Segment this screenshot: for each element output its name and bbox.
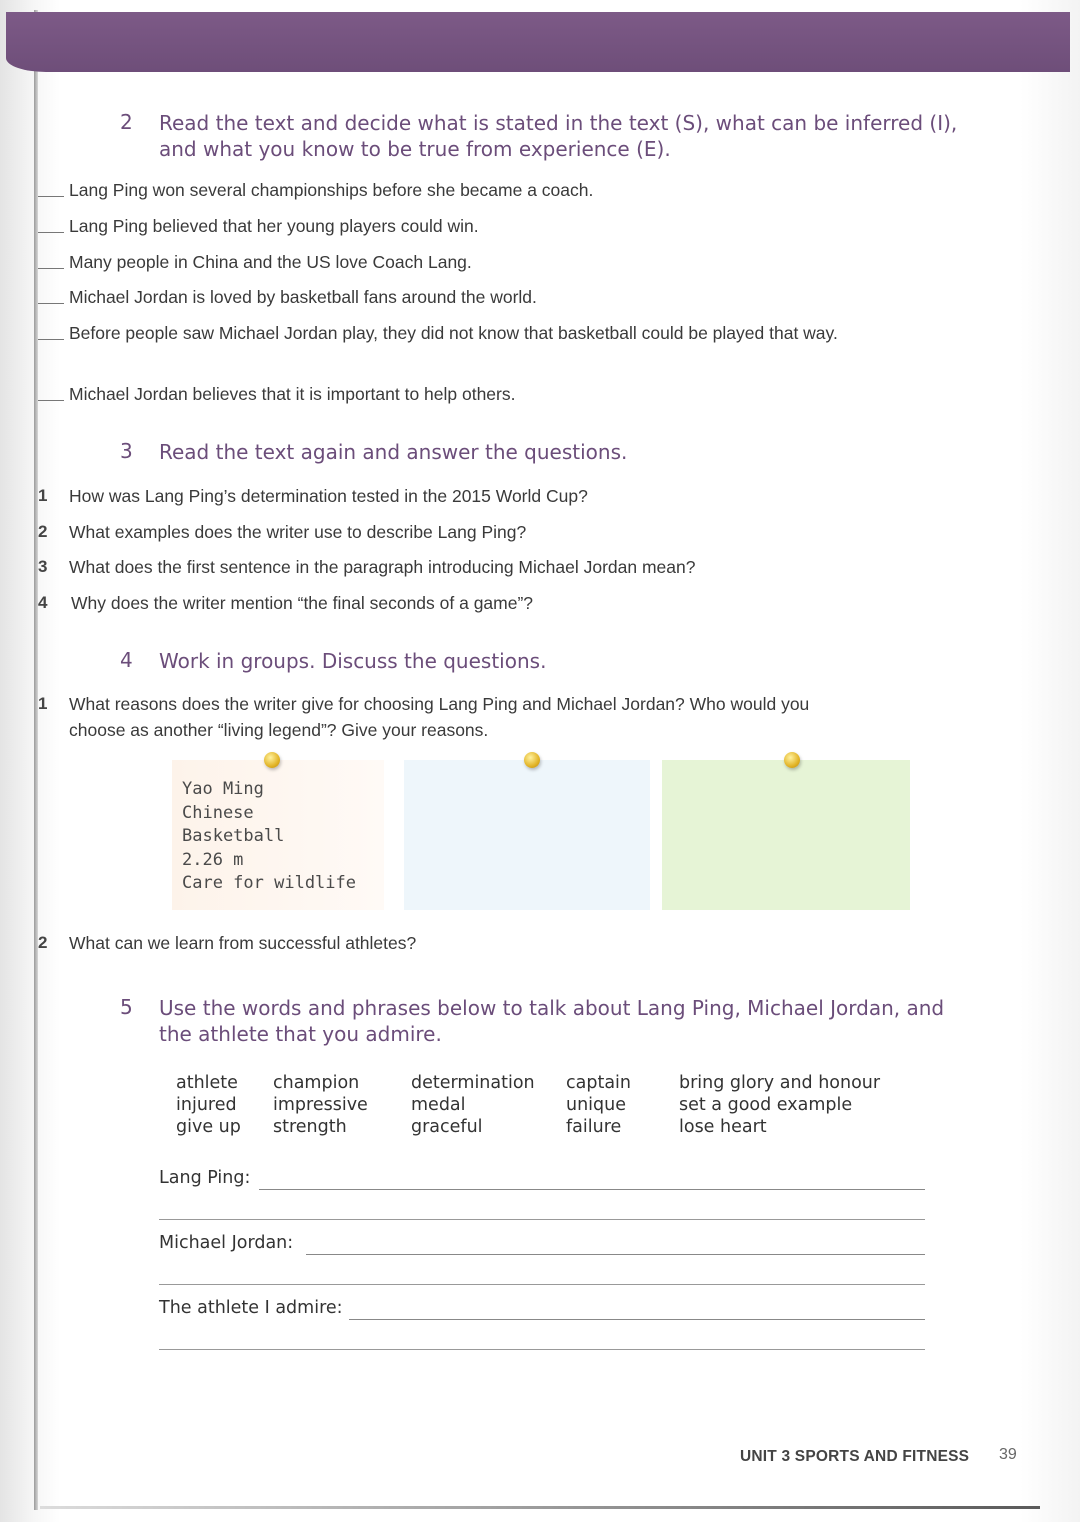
statement-item — [38, 177, 858, 203]
word: injured — [176, 1095, 237, 1115]
statement-item — [38, 284, 858, 310]
word: determination — [411, 1073, 535, 1093]
question-item — [38, 590, 858, 616]
note-line: Basketball — [182, 826, 285, 846]
word-bank — [176, 1072, 936, 1142]
exercise-instruction: Read the text again and answer the questions. — [159, 440, 628, 464]
statement-text: Lang Ping won several championships before she became a coach. — [69, 180, 594, 200]
prompt-label: The athlete I admire: — [159, 1298, 343, 1318]
pushpin-icon — [264, 752, 280, 768]
statement-text: Lang Ping believed that her young players could win. — [69, 216, 479, 236]
phrase: set a good example — [679, 1095, 853, 1115]
word: unique — [566, 1095, 627, 1115]
question-number: 3 — [38, 557, 48, 576]
question-number: 1 — [38, 694, 48, 713]
exercise-number: 5 — [120, 995, 133, 1019]
question-text: What reasons does the writer give for choosing Lang Ping and Michael Jordan? Who would you choose as another “living legend”? Give your reasons. — [69, 694, 810, 740]
writing-line[interactable] — [306, 1254, 925, 1255]
word: champion — [273, 1073, 360, 1093]
statement-text: Many people in China and the US love Coach Lang. — [69, 252, 472, 272]
statement-text: Michael Jordan believes that it is important to help others. — [69, 384, 516, 404]
writing-row-lang-ping — [159, 1168, 925, 1194]
sticky-note-blank[interactable] — [404, 760, 650, 910]
question-text: What does the first sentence in the paragraph introducing Michael Jordan mean? — [69, 557, 696, 577]
question-text: What examples does the writer use to describe Lang Ping? — [69, 522, 527, 542]
statement-item — [38, 320, 858, 372]
statement-text: Michael Jordan is loved by basketball fans around the world. — [69, 287, 537, 307]
exercise-4-heading — [120, 648, 1000, 674]
word: failure — [566, 1117, 622, 1137]
word-column — [176, 1072, 241, 1138]
exercise-3-heading — [120, 439, 1000, 465]
answer-blank[interactable] — [38, 303, 64, 304]
exercise-number: 3 — [120, 439, 133, 463]
word-column — [411, 1072, 535, 1138]
question-text: What can we learn from successful athletes? — [69, 933, 417, 953]
page-number: 39 — [999, 1446, 1017, 1463]
note-line: Chinese — [182, 802, 254, 823]
writing-line[interactable] — [159, 1349, 925, 1350]
word: graceful — [411, 1117, 483, 1137]
exercise-number: 4 — [120, 648, 133, 672]
pushpin-icon — [524, 752, 540, 768]
phrase: lose heart — [679, 1117, 767, 1137]
word-column — [679, 1072, 880, 1138]
word: give up — [176, 1117, 241, 1137]
word: medal — [411, 1095, 466, 1115]
exercise-instruction: Work in groups. Discuss the questions. — [159, 649, 547, 673]
prompt-label: Lang Ping: — [159, 1168, 251, 1188]
question-item — [38, 930, 858, 956]
writing-row-michael-jordan — [159, 1233, 925, 1259]
statement-item — [38, 249, 858, 275]
exercise-2-heading — [120, 110, 1000, 162]
statement-item — [38, 381, 858, 407]
question-number: 4 — [38, 593, 48, 612]
word: strength — [273, 1117, 347, 1137]
note-line: 2.26 m — [182, 849, 244, 870]
pushpin-icon — [784, 752, 800, 768]
footer-unit-title: UNIT 3 SPORTS AND FITNESS — [740, 1448, 970, 1465]
word: captain — [566, 1073, 631, 1093]
question-number: 2 — [38, 522, 48, 541]
answer-blank[interactable] — [38, 400, 64, 401]
question-item — [38, 691, 858, 743]
question-item — [38, 483, 858, 509]
question-number: 1 — [38, 486, 48, 505]
exercise-instruction: Read the text and decide what is stated in the text (S), what can be inferred (I), and what you know to be true from experience (E). — [159, 111, 958, 161]
exercise-5-heading — [120, 995, 1000, 1047]
word-column — [566, 1072, 631, 1138]
phrase: bring glory and honour — [679, 1073, 881, 1093]
answer-blank[interactable] — [38, 196, 64, 197]
exercise-number: 2 — [120, 110, 133, 134]
answer-blank[interactable] — [38, 268, 64, 269]
word: impressive — [273, 1095, 368, 1115]
writing-line[interactable] — [159, 1219, 925, 1220]
statement-text: Before people saw Michael Jordan play, they did not know that basketball could be played that way. — [69, 323, 838, 343]
question-item — [38, 554, 858, 580]
writing-line[interactable] — [159, 1284, 925, 1285]
exercise-instruction: Use the words and phrases below to talk about Lang Ping, Michael Jordan, and the athlete that you admire. — [159, 996, 945, 1046]
question-item — [38, 519, 858, 545]
note-line: Care for wildlife — [182, 873, 356, 893]
header-color-band — [6, 12, 1070, 72]
question-number: 2 — [38, 933, 48, 952]
question-text: Why does the writer mention “the final seconds of a game”? — [71, 593, 534, 613]
answer-blank[interactable] — [38, 232, 64, 233]
writing-line[interactable] — [349, 1319, 925, 1320]
word: athlete — [176, 1073, 238, 1093]
writing-row-admired-athlete — [159, 1298, 925, 1324]
word-column — [273, 1072, 368, 1138]
note-line: Yao Ming — [182, 779, 264, 799]
note-text — [182, 778, 356, 896]
prompt-label: Michael Jordan: — [159, 1233, 294, 1253]
answer-blank[interactable] — [38, 339, 64, 340]
sticky-note-example — [172, 760, 384, 910]
statement-item — [38, 213, 858, 239]
bottom-edge — [40, 1506, 1040, 1509]
question-text: How was Lang Ping’s determination tested in the 2015 World Cup? — [69, 486, 588, 506]
sticky-note-blank[interactable] — [662, 760, 910, 910]
writing-line[interactable] — [259, 1189, 925, 1190]
